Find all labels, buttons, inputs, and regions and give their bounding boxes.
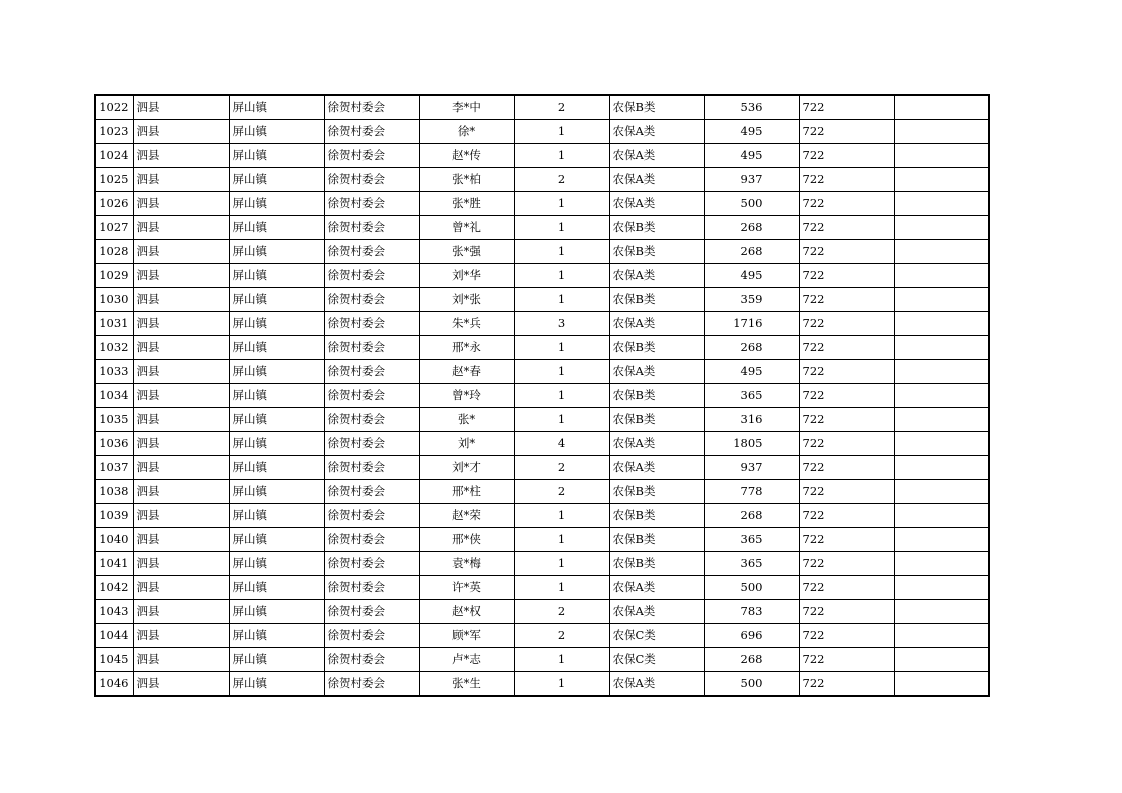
village-cell: 徐贺村委会	[324, 95, 419, 120]
row-id-cell: 1023	[95, 120, 133, 144]
category-cell: 农保B类	[609, 288, 704, 312]
village-cell: 徐贺村委会	[324, 504, 419, 528]
name-cell: 张*胜	[419, 192, 514, 216]
village-cell: 徐贺村委会	[324, 648, 419, 672]
count-cell: 1	[514, 336, 609, 360]
code-cell: 722	[799, 312, 894, 336]
town-cell: 屏山镇	[229, 95, 324, 120]
table-row	[95, 480, 989, 504]
row-id-cell: 1046	[95, 672, 133, 697]
row-id-cell: 1028	[95, 240, 133, 264]
category-cell: 农保A类	[609, 120, 704, 144]
note-cell	[894, 384, 989, 408]
category-cell: 农保A类	[609, 456, 704, 480]
count-cell: 1	[514, 360, 609, 384]
table-row	[95, 216, 989, 240]
category-cell: 农保A类	[609, 264, 704, 288]
note-cell	[894, 168, 989, 192]
town-cell: 屏山镇	[229, 432, 324, 456]
amount-cell: 365	[704, 528, 799, 552]
county-cell: 泗县	[133, 216, 229, 240]
note-cell	[894, 504, 989, 528]
count-cell: 1	[514, 408, 609, 432]
village-cell: 徐贺村委会	[324, 624, 419, 648]
county-cell: 泗县	[133, 528, 229, 552]
town-cell: 屏山镇	[229, 480, 324, 504]
code-cell: 722	[799, 408, 894, 432]
town-cell: 屏山镇	[229, 672, 324, 697]
name-cell: 袁*梅	[419, 552, 514, 576]
note-cell	[894, 336, 989, 360]
county-cell: 泗县	[133, 144, 229, 168]
code-cell: 722	[799, 360, 894, 384]
village-cell: 徐贺村委会	[324, 528, 419, 552]
row-id-cell: 1026	[95, 192, 133, 216]
code-cell: 722	[799, 192, 894, 216]
village-cell: 徐贺村委会	[324, 432, 419, 456]
amount-cell: 268	[704, 240, 799, 264]
amount-cell: 536	[704, 95, 799, 120]
note-cell	[894, 288, 989, 312]
name-cell: 刘*	[419, 432, 514, 456]
county-cell: 泗县	[133, 95, 229, 120]
row-id-cell: 1045	[95, 648, 133, 672]
town-cell: 屏山镇	[229, 360, 324, 384]
code-cell: 722	[799, 95, 894, 120]
category-cell: 农保A类	[609, 576, 704, 600]
category-cell: 农保B类	[609, 336, 704, 360]
county-cell: 泗县	[133, 384, 229, 408]
note-cell	[894, 648, 989, 672]
name-cell: 张*柏	[419, 168, 514, 192]
village-cell: 徐贺村委会	[324, 672, 419, 697]
village-cell: 徐贺村委会	[324, 192, 419, 216]
table-row	[95, 264, 989, 288]
county-cell: 泗县	[133, 432, 229, 456]
name-cell: 刘*华	[419, 264, 514, 288]
count-cell: 2	[514, 95, 609, 120]
count-cell: 1	[514, 240, 609, 264]
town-cell: 屏山镇	[229, 288, 324, 312]
category-cell: 农保B类	[609, 480, 704, 504]
name-cell: 张*	[419, 408, 514, 432]
row-id-cell: 1027	[95, 216, 133, 240]
name-cell: 赵*传	[419, 144, 514, 168]
village-cell: 徐贺村委会	[324, 240, 419, 264]
row-id-cell: 1035	[95, 408, 133, 432]
county-cell: 泗县	[133, 288, 229, 312]
village-cell: 徐贺村委会	[324, 144, 419, 168]
town-cell: 屏山镇	[229, 264, 324, 288]
note-cell	[894, 95, 989, 120]
name-cell: 赵*春	[419, 360, 514, 384]
table-row	[95, 552, 989, 576]
county-cell: 泗县	[133, 120, 229, 144]
note-cell	[894, 600, 989, 624]
code-cell: 722	[799, 672, 894, 697]
town-cell: 屏山镇	[229, 576, 324, 600]
amount-cell: 268	[704, 336, 799, 360]
note-cell	[894, 576, 989, 600]
amount-cell: 495	[704, 264, 799, 288]
count-cell: 1	[514, 264, 609, 288]
village-cell: 徐贺村委会	[324, 480, 419, 504]
code-cell: 722	[799, 240, 894, 264]
count-cell: 2	[514, 456, 609, 480]
count-cell: 1	[514, 576, 609, 600]
table-row	[95, 504, 989, 528]
count-cell: 1	[514, 120, 609, 144]
category-cell: 农保A类	[609, 672, 704, 697]
town-cell: 屏山镇	[229, 504, 324, 528]
name-cell: 朱*兵	[419, 312, 514, 336]
code-cell: 722	[799, 480, 894, 504]
village-cell: 徐贺村委会	[324, 576, 419, 600]
note-cell	[894, 528, 989, 552]
category-cell: 农保B类	[609, 408, 704, 432]
village-cell: 徐贺村委会	[324, 216, 419, 240]
code-cell: 722	[799, 648, 894, 672]
village-cell: 徐贺村委会	[324, 384, 419, 408]
table-row	[95, 240, 989, 264]
count-cell: 2	[514, 168, 609, 192]
count-cell: 4	[514, 432, 609, 456]
village-cell: 徐贺村委会	[324, 552, 419, 576]
county-cell: 泗县	[133, 480, 229, 504]
data-table	[94, 94, 990, 697]
table-row	[95, 576, 989, 600]
code-cell: 722	[799, 576, 894, 600]
county-cell: 泗县	[133, 672, 229, 697]
code-cell: 722	[799, 432, 894, 456]
category-cell: 农保B类	[609, 552, 704, 576]
village-cell: 徐贺村委会	[324, 336, 419, 360]
name-cell: 张*强	[419, 240, 514, 264]
town-cell: 屏山镇	[229, 120, 324, 144]
name-cell: 刘*张	[419, 288, 514, 312]
note-cell	[894, 216, 989, 240]
table-row	[95, 120, 989, 144]
amount-cell: 500	[704, 672, 799, 697]
count-cell: 1	[514, 528, 609, 552]
village-cell: 徐贺村委会	[324, 264, 419, 288]
table-row	[95, 408, 989, 432]
table-body	[95, 95, 989, 696]
county-cell: 泗县	[133, 264, 229, 288]
row-id-cell: 1040	[95, 528, 133, 552]
village-cell: 徐贺村委会	[324, 600, 419, 624]
table-row	[95, 336, 989, 360]
code-cell: 722	[799, 456, 894, 480]
amount-cell: 359	[704, 288, 799, 312]
table-row	[95, 432, 989, 456]
code-cell: 722	[799, 336, 894, 360]
county-cell: 泗县	[133, 360, 229, 384]
table-row	[95, 456, 989, 480]
table-row	[95, 624, 989, 648]
row-id-cell: 1037	[95, 456, 133, 480]
code-cell: 722	[799, 504, 894, 528]
town-cell: 屏山镇	[229, 216, 324, 240]
category-cell: 农保A类	[609, 192, 704, 216]
note-cell	[894, 552, 989, 576]
amount-cell: 495	[704, 120, 799, 144]
note-cell	[894, 312, 989, 336]
count-cell: 1	[514, 384, 609, 408]
note-cell	[894, 192, 989, 216]
category-cell: 农保B类	[609, 384, 704, 408]
row-id-cell: 1034	[95, 384, 133, 408]
table-row	[95, 648, 989, 672]
village-cell: 徐贺村委会	[324, 288, 419, 312]
code-cell: 722	[799, 288, 894, 312]
amount-cell: 268	[704, 648, 799, 672]
town-cell: 屏山镇	[229, 384, 324, 408]
village-cell: 徐贺村委会	[324, 360, 419, 384]
row-id-cell: 1030	[95, 288, 133, 312]
town-cell: 屏山镇	[229, 408, 324, 432]
county-cell: 泗县	[133, 648, 229, 672]
count-cell: 2	[514, 600, 609, 624]
category-cell: 农保A类	[609, 144, 704, 168]
table-row	[95, 192, 989, 216]
row-id-cell: 1032	[95, 336, 133, 360]
row-id-cell: 1041	[95, 552, 133, 576]
county-cell: 泗县	[133, 504, 229, 528]
name-cell: 曾*玲	[419, 384, 514, 408]
amount-cell: 268	[704, 504, 799, 528]
amount-cell: 495	[704, 144, 799, 168]
town-cell: 屏山镇	[229, 168, 324, 192]
count-cell: 1	[514, 216, 609, 240]
row-id-cell: 1039	[95, 504, 133, 528]
count-cell: 1	[514, 672, 609, 697]
code-cell: 722	[799, 264, 894, 288]
row-id-cell: 1024	[95, 144, 133, 168]
county-cell: 泗县	[133, 600, 229, 624]
amount-cell: 365	[704, 384, 799, 408]
count-cell: 2	[514, 624, 609, 648]
note-cell	[894, 432, 989, 456]
table-row	[95, 144, 989, 168]
row-id-cell: 1043	[95, 600, 133, 624]
town-cell: 屏山镇	[229, 312, 324, 336]
amount-cell: 783	[704, 600, 799, 624]
amount-cell: 316	[704, 408, 799, 432]
county-cell: 泗县	[133, 624, 229, 648]
amount-cell: 500	[704, 192, 799, 216]
note-cell	[894, 672, 989, 697]
code-cell: 722	[799, 624, 894, 648]
count-cell: 2	[514, 480, 609, 504]
name-cell: 赵*荣	[419, 504, 514, 528]
note-cell	[894, 120, 989, 144]
name-cell: 邢*侠	[419, 528, 514, 552]
count-cell: 1	[514, 288, 609, 312]
note-cell	[894, 408, 989, 432]
note-cell	[894, 624, 989, 648]
note-cell	[894, 456, 989, 480]
county-cell: 泗县	[133, 192, 229, 216]
code-cell: 722	[799, 384, 894, 408]
note-cell	[894, 480, 989, 504]
amount-cell: 696	[704, 624, 799, 648]
amount-cell: 495	[704, 360, 799, 384]
county-cell: 泗县	[133, 408, 229, 432]
table-row	[95, 528, 989, 552]
town-cell: 屏山镇	[229, 624, 324, 648]
town-cell: 屏山镇	[229, 456, 324, 480]
note-cell	[894, 360, 989, 384]
table-row	[95, 600, 989, 624]
category-cell: 农保A类	[609, 168, 704, 192]
name-cell: 刘*才	[419, 456, 514, 480]
category-cell: 农保B类	[609, 95, 704, 120]
count-cell: 1	[514, 552, 609, 576]
note-cell	[894, 264, 989, 288]
town-cell: 屏山镇	[229, 648, 324, 672]
village-cell: 徐贺村委会	[324, 456, 419, 480]
name-cell: 曾*礼	[419, 216, 514, 240]
county-cell: 泗县	[133, 312, 229, 336]
code-cell: 722	[799, 120, 894, 144]
amount-cell: 365	[704, 552, 799, 576]
count-cell: 1	[514, 648, 609, 672]
amount-cell: 1716	[704, 312, 799, 336]
table-row	[95, 288, 989, 312]
row-id-cell: 1029	[95, 264, 133, 288]
table-row	[95, 168, 989, 192]
code-cell: 722	[799, 144, 894, 168]
name-cell: 徐*	[419, 120, 514, 144]
village-cell: 徐贺村委会	[324, 312, 419, 336]
county-cell: 泗县	[133, 576, 229, 600]
town-cell: 屏山镇	[229, 600, 324, 624]
town-cell: 屏山镇	[229, 336, 324, 360]
table-row	[95, 95, 989, 120]
count-cell: 1	[514, 192, 609, 216]
row-id-cell: 1022	[95, 95, 133, 120]
category-cell: 农保C类	[609, 624, 704, 648]
code-cell: 722	[799, 216, 894, 240]
category-cell: 农保A类	[609, 432, 704, 456]
category-cell: 农保A类	[609, 600, 704, 624]
town-cell: 屏山镇	[229, 528, 324, 552]
table-row	[95, 312, 989, 336]
amount-cell: 500	[704, 576, 799, 600]
town-cell: 屏山镇	[229, 192, 324, 216]
row-id-cell: 1038	[95, 480, 133, 504]
row-id-cell: 1036	[95, 432, 133, 456]
table-row	[95, 384, 989, 408]
row-id-cell: 1044	[95, 624, 133, 648]
amount-cell: 268	[704, 216, 799, 240]
note-cell	[894, 240, 989, 264]
name-cell: 李*中	[419, 95, 514, 120]
row-id-cell: 1033	[95, 360, 133, 384]
county-cell: 泗县	[133, 168, 229, 192]
row-id-cell: 1031	[95, 312, 133, 336]
town-cell: 屏山镇	[229, 552, 324, 576]
name-cell: 邢*柱	[419, 480, 514, 504]
category-cell: 农保B类	[609, 216, 704, 240]
category-cell: 农保B类	[609, 240, 704, 264]
table-row	[95, 360, 989, 384]
town-cell: 屏山镇	[229, 144, 324, 168]
county-cell: 泗县	[133, 336, 229, 360]
amount-cell: 1805	[704, 432, 799, 456]
code-cell: 722	[799, 528, 894, 552]
count-cell: 3	[514, 312, 609, 336]
village-cell: 徐贺村委会	[324, 168, 419, 192]
name-cell: 邢*永	[419, 336, 514, 360]
amount-cell: 937	[704, 168, 799, 192]
amount-cell: 937	[704, 456, 799, 480]
name-cell: 卢*志	[419, 648, 514, 672]
amount-cell: 778	[704, 480, 799, 504]
code-cell: 722	[799, 600, 894, 624]
code-cell: 722	[799, 168, 894, 192]
count-cell: 1	[514, 504, 609, 528]
category-cell: 农保A类	[609, 312, 704, 336]
county-cell: 泗县	[133, 552, 229, 576]
name-cell: 许*英	[419, 576, 514, 600]
table-row	[95, 672, 989, 697]
category-cell: 农保A类	[609, 360, 704, 384]
county-cell: 泗县	[133, 240, 229, 264]
village-cell: 徐贺村委会	[324, 120, 419, 144]
category-cell: 农保C类	[609, 648, 704, 672]
village-cell: 徐贺村委会	[324, 408, 419, 432]
county-cell: 泗县	[133, 456, 229, 480]
row-id-cell: 1025	[95, 168, 133, 192]
town-cell: 屏山镇	[229, 240, 324, 264]
code-cell: 722	[799, 552, 894, 576]
category-cell: 农保B类	[609, 504, 704, 528]
name-cell: 张*生	[419, 672, 514, 697]
category-cell: 农保B类	[609, 528, 704, 552]
note-cell	[894, 144, 989, 168]
name-cell: 顾*军	[419, 624, 514, 648]
count-cell: 1	[514, 144, 609, 168]
row-id-cell: 1042	[95, 576, 133, 600]
name-cell: 赵*权	[419, 600, 514, 624]
